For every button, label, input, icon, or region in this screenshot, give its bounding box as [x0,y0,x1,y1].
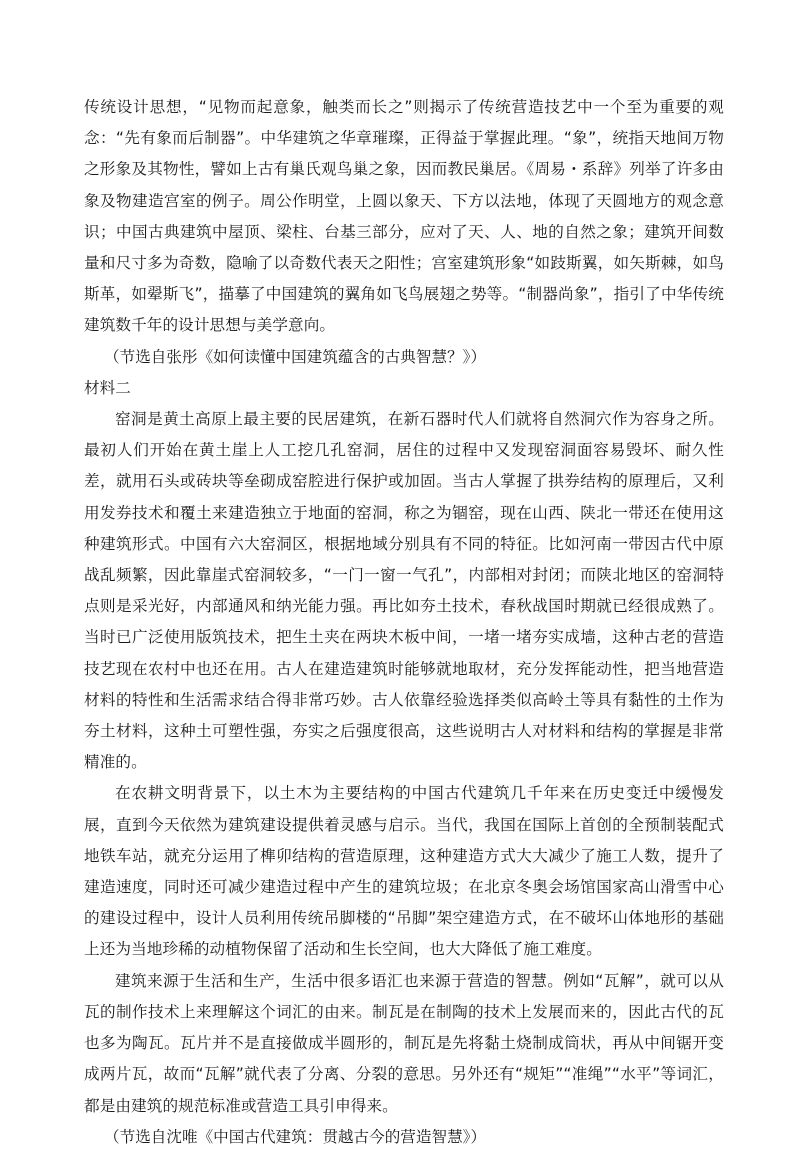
material-two-paragraph-2: 在农耕文明背景下，以土木为主要结构的中国古代建筑几千年来在历史变迁中缓慢发展，直到今天依然为建筑建设提供着灵感与启示。当代，我国在国际上首创的全预制装配式地铁车站，就充分运用了榫卯结构的营造原理，这种建造方式大大减少了施工人数，提升了建造速度，同时还可减少建造过程中产生的建筑垃圾；在北京冬奥会场馆国家高山滑雪中心的建设过程中，设计人员利用传统吊脚楼的“吊脚”架空建造方式，在不破坏山体地形的基础上还为当地珍稀的动植物保留了活动和生长空间，也大大降低了施工难度。 [84,784,724,959]
material-two-paragraph-3: 建筑来源于生活和生产，生活中很多语汇也来源于营造的智慧。例如“瓦解”，就可以从瓦的制作技术上来理解这个词汇的由来。制瓦是在制陶的技术上发展而来的，因此古代的瓦也多为陶瓦。瓦片并不是直接做成半圆形的，制瓦是先将黏土烧制成筒状，再从中间锯开变成两片瓦，故而“瓦解”就代表了分离、分裂的意思。另外还有“规矩”“准绳”“水平”等词汇，都是由建筑的规范标准或营造工具引申得来。 [84,971,724,1115]
material-one-paragraph: 传统设计思想，“见物而起意象，触类而长之”则揭示了传统营造技艺中一个至为重要的观念：“先有象而后制器”。中华建筑之华章璀璨，正得益于掌握此理。“象”，统指天地间万物之形象及其物性，譬如上古有巢氏观鸟巢之象，因而教民巢居。《周易・系辞》列举了许多由象及物建造宫室的例子。周公作明堂，上圆以象天、下方以法地，体现了天圆地方的观念意识；中国古典建筑中屋顶、梁柱、台基三部分，应对了天、人、地的自然之象；建筑开间数量和尺寸多为奇数，隐喻了以奇数代表天之阳性；宫室建筑形象“如跂斯翼，如矢斯棘，如鸟斯革，如翚斯飞”，描摹了中国建筑的翼角如飞鸟展翅之势等。“制器尚象”，指引了中华传统建筑数千年的设计思想与美学意向。 [84,98,724,335]
material-two-source: （节选自沈唯《中国古代建筑：贯越古今的营造智慧》） [104,1127,487,1146]
material-two-paragraph-1: 窑洞是黄土高原上最主要的民居建筑，在新石器时代人们就将自然洞穴作为容身之所。最初人们开始在黄土崖上人工挖几孔窑洞，居住的过程中又发现窑洞面容易毁坏、耐久性差，就用石头或砖块等垒砌成窑腔进行保护或加固。当古人掌握了拱券结构的原理后，又利用发券技术和覆土来建造独立于地面的窑洞，称之为锢窑，现在山西、陕北一带还在使用这种建筑形式。中国有六大窑洞区，根据地域分别具有不同的特征。比如河南一带因古代中原战乱频繁，因此靠崖式窑洞较多，“一门一窗一气孔”，内部相对封闭；而陕北地区的窑洞特点则是采光好，内部通风和纳光能力强。再比如夯土技术，春秋战国时期就已经很成熟了。当时已广泛使用版筑技术，把生土夹在两块木板中间，一堵一堵夯实成墙，这种古老的营造技艺现在农村中也还在用。古人在建造建筑时能够就地取材，充分发挥能动性，把当地营造材料的特性和生活需求结合得非常巧妙。古人依靠经验选择类似高岭土等具有黏性的土作为夯土材料，这种土可塑性强，夯实之后强度很高，这些说明古人对材料和结构的掌握是非常精准的。 [84,410,724,772]
material-one-source: （节选自张彤《如何读懂中国建筑蕴含的古典智慧？》） [104,347,487,366]
article-body [84,92,724,1153]
material-two-heading: 材料二 [84,378,131,397]
